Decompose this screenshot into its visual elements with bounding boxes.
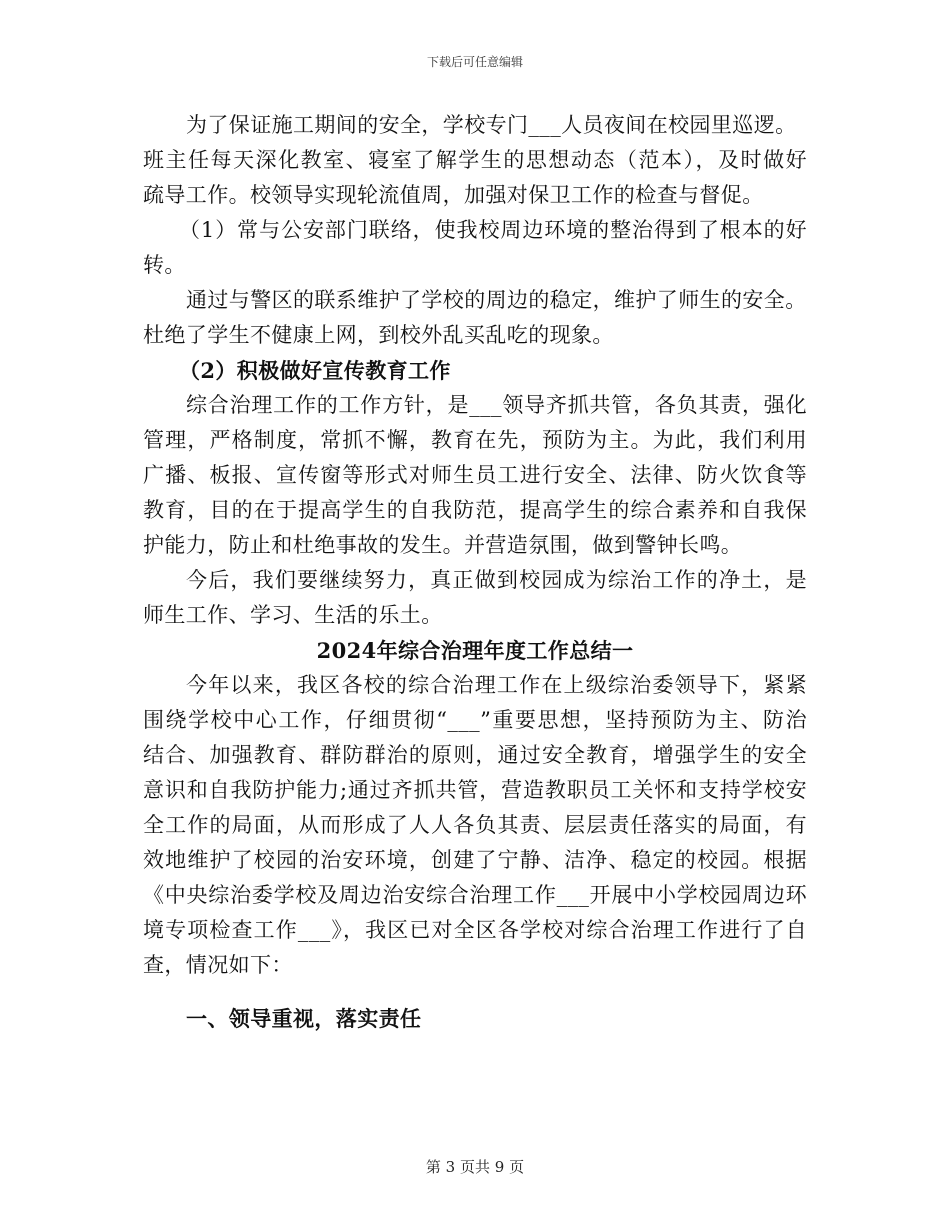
- paragraph-line: 为了保证施工期间的安全，学校专门___人员夜间在校园里巡逻。: [186, 113, 797, 137]
- paragraph-line: 查，情况如下：: [143, 953, 293, 977]
- paragraph-line: 管理，严格制度，常抓不懈，教育在先，预防为主。为此，我们利用: [143, 428, 807, 452]
- paragraph-line: 疏导工作。校领导实现轮流值周，加强对保卫工作的检查与督促。: [143, 183, 764, 207]
- paragraph-line: 师生工作、学习、生活的乐土。: [143, 603, 443, 627]
- paragraph-line: 围绕学校中心工作，仔细贯彻“___”重要思想，坚持预防为主、防治: [143, 708, 807, 732]
- paragraph-line: 转。: [143, 253, 186, 277]
- section-heading: 一、领导重视，落实责任: [186, 1006, 422, 1031]
- paragraph-line: 通过与警区的联系维护了学校的周边的稳定，维护了师生的安全。: [186, 288, 807, 312]
- paragraph-line: 意识和自我防护能力;通过齐抓共管，营造教职员工关怀和支持学校安: [143, 778, 807, 802]
- paragraph-line: 教育，目的在于提高学生的自我防范，提高学生的综合素养和自我保: [143, 498, 807, 522]
- paragraph-line: 境专项检查工作___》，我区已对全区各学校对综合治理工作进行了自: [143, 918, 807, 942]
- paragraph-line: 综合治理工作的工作方针，是___领导齐抓共管，各负其责，强化: [186, 393, 807, 417]
- paragraph-line: 全工作的局面，从而形成了人人各负其责、层层责任落实的局面，有: [143, 813, 807, 837]
- paragraph-line: 广播、板报、宣传窗等形式对师生员工进行安全、法律、防火饮食等: [143, 463, 807, 487]
- document-title: 2024年综合治理年度工作总结一: [316, 638, 634, 663]
- section-heading: （2）积极做好宣传教育工作: [179, 358, 451, 383]
- page-number: 第 3 页共 9 页: [425, 1158, 525, 1176]
- list-item-line: （1）常与公安部门联络，使我校周边环境的整治得到了根本的好: [179, 218, 807, 242]
- document-body: [143, 108, 807, 1036]
- paragraph-line: 效地维护了校园的治安环境，创建了宁静、洁净、稳定的校园。根据: [143, 848, 807, 872]
- page-header: 下载后可任意编辑: [426, 55, 523, 69]
- paragraph-line: 杜绝了学生不健康上网，到校外乱买乱吃的现象。: [143, 323, 614, 347]
- paragraph-line: 今年以来，我区各校的综合治理工作在上级综治委领导下，紧紧: [186, 673, 807, 697]
- paragraph-line: 结合、加强教育、群防群治的原则，通过安全教育，增强学生的安全: [143, 743, 807, 767]
- paragraph-line: 护能力，防止和杜绝事故的发生。并营造氛围，做到警钟长鸣。: [143, 533, 743, 557]
- paragraph-line: 《中央综治委学校及周边治安综合治理工作___开展中小学校园周边环: [143, 883, 807, 907]
- paragraph-line: 今后，我们要继续努力，真正做到校园成为综治工作的净土，是: [186, 568, 807, 592]
- paragraph-line: 班主任每天深化教室、寝室了解学生的思想动态（范本），及时做好: [143, 148, 807, 172]
